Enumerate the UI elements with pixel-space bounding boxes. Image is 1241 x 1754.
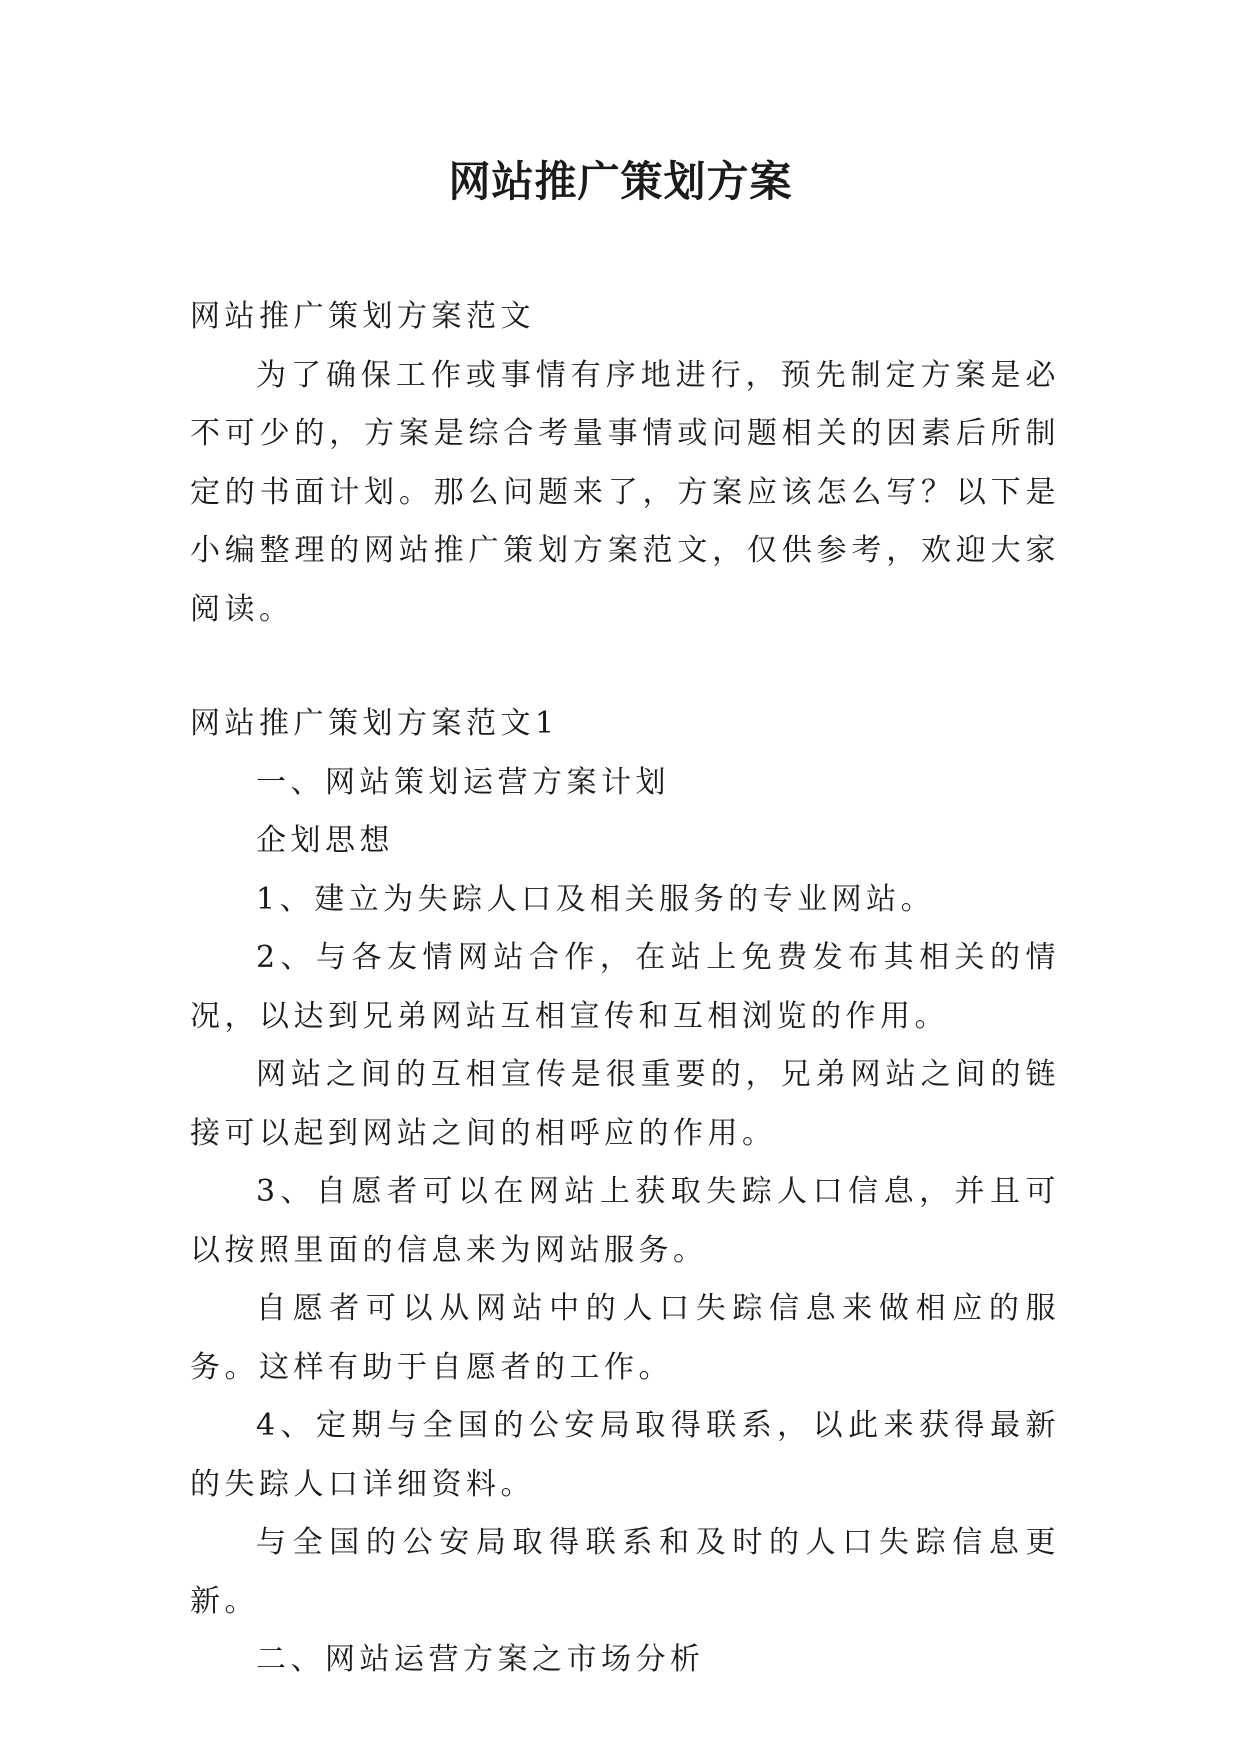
- paragraph-item-4-note: 与全国的公安局取得联系和及时的人口失踪信息更新。: [190, 1525, 1060, 1619]
- document-subtitle: 网站推广策划方案范文: [190, 299, 535, 334]
- intro-paragraph: 为了确保工作或事情有序地进行，预先制定方案是必不可少的，方案是综合考量事情或问题相关的因素后所制定的书面计划。那么问题来了，方案应该怎么写？以下是小编整理的网站推广策划方案范文，仅供参考，欢迎大家阅读。: [190, 357, 1060, 627]
- paragraph-heading-1: 一、网站策划运营方案计划: [256, 764, 670, 800]
- section-title: 网站推广策划方案范文1: [190, 706, 559, 741]
- paragraph-item-4: 4、定期与全国的公安局取得联系，以此来获得最新的失踪人口详细资料。: [190, 1408, 1060, 1502]
- paragraph-item-2: 2、与各友情网站合作，在站上免费发布其相关的情况，以达到兄弟网站互相宣传和互相浏览的作用。: [190, 940, 1060, 1034]
- paragraph-item-3: 3、自愿者可以在网站上获取失踪人口信息，并且可以按照里面的信息来为网站服务。: [190, 1174, 1060, 1268]
- paragraph-item-2-note: 网站之间的互相宣传是很重要的，兄弟网站之间的链接可以起到网站之间的相呼应的作用。: [190, 1057, 1060, 1151]
- paragraph-heading-2: 二、网站运营方案之市场分析: [256, 1642, 705, 1677]
- paragraph-subheading: 企划思想: [256, 823, 394, 858]
- paragraph-item-3-note: 自愿者可以从网站中的人口失踪信息来做相应的服务。这样有助于自愿者的工作。: [190, 1291, 1060, 1385]
- document-body: [190, 288, 1060, 1690]
- document-title: 网站推广策划方案: [448, 157, 793, 206]
- section-spacer: [190, 639, 1060, 695]
- paragraph-item-1: 1、建立为失踪人口及相关服务的专业网站。: [256, 881, 936, 917]
